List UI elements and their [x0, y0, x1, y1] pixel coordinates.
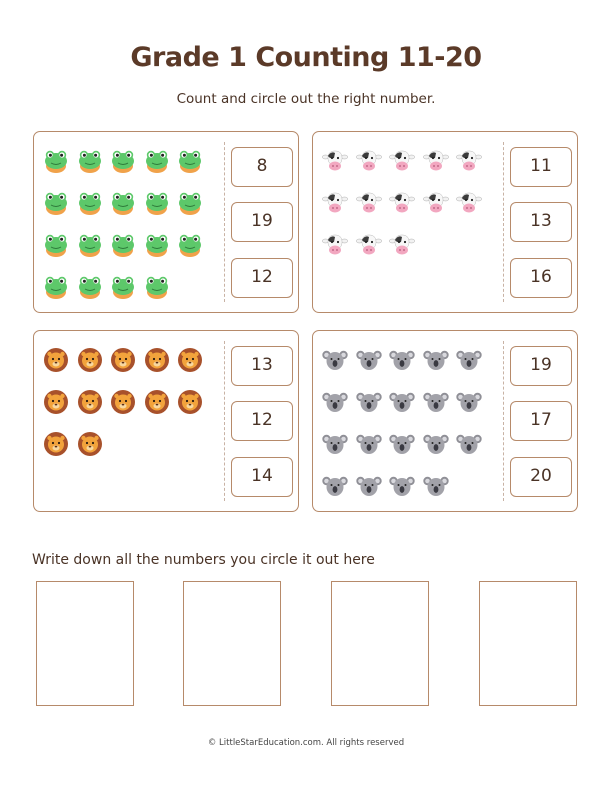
- cow-icon: [356, 232, 382, 258]
- frog-icon: [110, 190, 136, 216]
- cow-icon: [322, 148, 348, 174]
- cow-icon: [456, 148, 482, 174]
- counting-card-koalas: [312, 330, 578, 512]
- frog-icon: [77, 190, 103, 216]
- frog-icon: [43, 148, 69, 174]
- page-subtitle: Count and circle out the right number.: [176, 91, 436, 107]
- answer-instruction: Write down all the numbers you circle it out here: [32, 552, 375, 568]
- frog-icon: [110, 274, 136, 300]
- koala-icon: [423, 347, 449, 373]
- koala-icon: [389, 347, 415, 373]
- koala-icon: [423, 473, 449, 499]
- answer-option[interactable]: 12: [231, 401, 293, 441]
- koala-icon: [322, 347, 348, 373]
- frog-icon: [43, 190, 69, 216]
- lion-icon: [177, 389, 203, 415]
- koala-icon: [356, 473, 382, 499]
- frog-icon: [177, 232, 203, 258]
- koala-icon: [456, 347, 482, 373]
- dashed-divider: [224, 142, 225, 302]
- lion-icon: [77, 347, 103, 373]
- frog-icon: [43, 274, 69, 300]
- frog-icon: [177, 190, 203, 216]
- answer-option[interactable]: 16: [510, 258, 572, 298]
- answer-box[interactable]: [183, 581, 281, 706]
- copyright-footer: © LittleStarEducation.com. All rights reserved: [207, 738, 405, 748]
- animal-grid: [34, 132, 224, 312]
- lion-icon: [77, 389, 103, 415]
- animal-grid: [34, 331, 224, 511]
- answer-option[interactable]: 11: [510, 147, 572, 187]
- counting-card-cows: [312, 131, 578, 313]
- koala-icon: [389, 473, 415, 499]
- answer-option[interactable]: 20: [510, 457, 572, 497]
- answer-box[interactable]: [36, 581, 134, 706]
- answer-option[interactable]: 13: [510, 202, 572, 242]
- animal-grid: [313, 331, 503, 511]
- koala-icon: [322, 431, 348, 457]
- cow-icon: [322, 232, 348, 258]
- lion-icon: [144, 347, 170, 373]
- cow-icon: [356, 148, 382, 174]
- counting-card-frogs: [33, 131, 299, 313]
- dashed-divider: [503, 341, 504, 501]
- koala-icon: [322, 473, 348, 499]
- cow-icon: [456, 190, 482, 216]
- answer-box[interactable]: [479, 581, 577, 706]
- lion-icon: [110, 347, 136, 373]
- cow-icon: [389, 232, 415, 258]
- koala-icon: [322, 389, 348, 415]
- answer-box[interactable]: [331, 581, 429, 706]
- cow-icon: [423, 190, 449, 216]
- frog-icon: [110, 232, 136, 258]
- cow-icon: [356, 190, 382, 216]
- answer-option[interactable]: 14: [231, 457, 293, 497]
- animal-grid: [313, 132, 503, 312]
- frog-icon: [43, 232, 69, 258]
- lion-icon: [144, 389, 170, 415]
- lion-icon: [43, 389, 69, 415]
- koala-icon: [356, 431, 382, 457]
- frog-icon: [77, 232, 103, 258]
- koala-icon: [389, 389, 415, 415]
- frog-icon: [144, 190, 170, 216]
- dashed-divider: [503, 142, 504, 302]
- frog-icon: [144, 232, 170, 258]
- answer-option[interactable]: 19: [510, 346, 572, 386]
- frog-icon: [110, 148, 136, 174]
- lion-icon: [43, 347, 69, 373]
- answer-option[interactable]: 12: [231, 258, 293, 298]
- koala-icon: [456, 389, 482, 415]
- answer-option[interactable]: 17: [510, 401, 572, 441]
- answer-option[interactable]: 8: [231, 147, 293, 187]
- koala-icon: [389, 431, 415, 457]
- frog-icon: [144, 148, 170, 174]
- frog-icon: [77, 274, 103, 300]
- answer-option[interactable]: 13: [231, 346, 293, 386]
- lion-icon: [110, 389, 136, 415]
- page-title: Grade 1 Counting 11-20: [130, 42, 482, 73]
- koala-icon: [423, 389, 449, 415]
- frog-icon: [144, 274, 170, 300]
- cow-icon: [389, 148, 415, 174]
- lion-icon: [43, 431, 69, 457]
- cow-icon: [423, 148, 449, 174]
- counting-card-lions: [33, 330, 299, 512]
- cow-icon: [322, 190, 348, 216]
- lion-icon: [77, 431, 103, 457]
- koala-icon: [423, 431, 449, 457]
- koala-icon: [456, 431, 482, 457]
- answer-option[interactable]: 19: [231, 202, 293, 242]
- koala-icon: [356, 347, 382, 373]
- frog-icon: [77, 148, 103, 174]
- dashed-divider: [224, 341, 225, 501]
- cow-icon: [389, 190, 415, 216]
- lion-icon: [177, 347, 203, 373]
- frog-icon: [177, 148, 203, 174]
- koala-icon: [356, 389, 382, 415]
